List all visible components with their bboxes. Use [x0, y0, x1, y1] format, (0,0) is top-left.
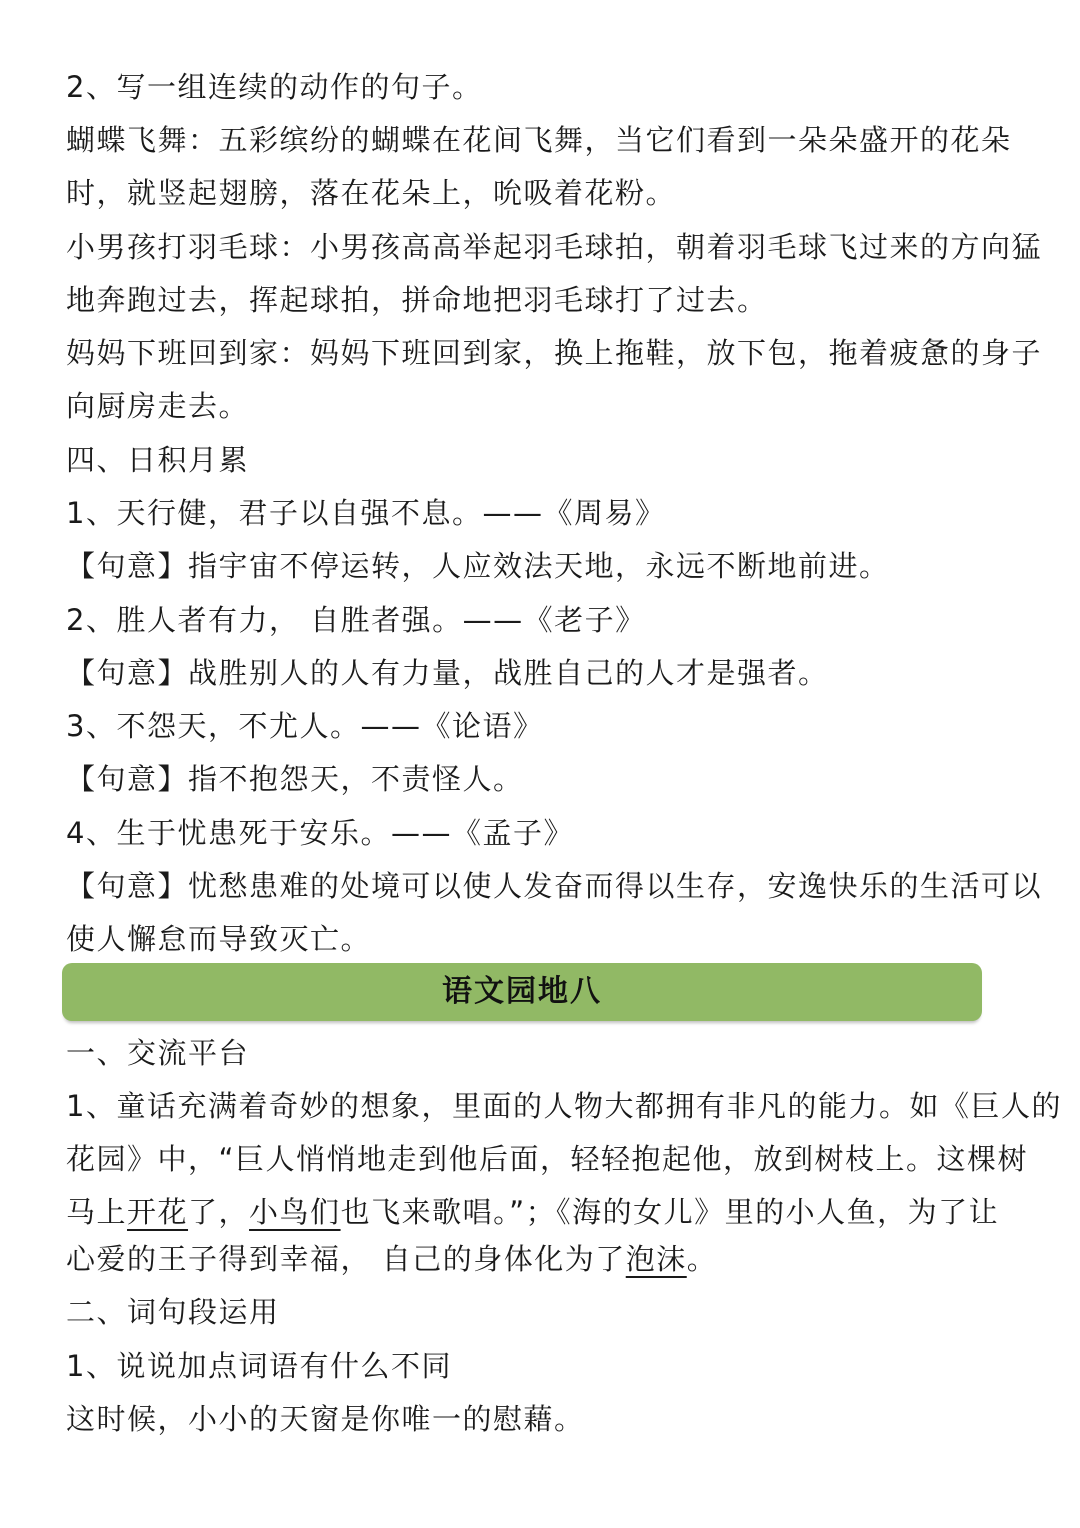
exercise-heading: 2、写一组连续的动作的句子。: [66, 70, 483, 104]
quote-meaning: 【句意】战胜别人的人有力量，战胜自己的人才是强者。: [66, 656, 829, 690]
paragraph-line: 小男孩打羽毛球：小男孩高高举起羽毛球拍，朝着羽毛球飞过来的方向猛: [66, 230, 1043, 264]
quote-item: 1、天行健，君子以自强不息。——《周易》: [66, 496, 666, 530]
quote-meaning: 使人懈怠而导致灭亡。: [66, 922, 372, 956]
paragraph-line: 时，就竖起翅膀，落在花朵上，吮吸着花粉。: [66, 176, 677, 210]
section-heading: 四、日积月累: [66, 443, 250, 477]
quote-meaning: 【句意】指宇宙不停运转，人应效法天地，永远不断地前进。: [66, 549, 890, 583]
underlined-word: 小鸟们: [249, 1195, 341, 1229]
quote-item: 2、胜人者有力， 自胜者强。——《老子》: [66, 603, 646, 637]
example-sentence: 这时候，小小的天窗是你唯一的慰藉。: [66, 1402, 585, 1436]
paragraph-line: [66, 1241, 717, 1277]
paragraph-line: [66, 1194, 999, 1230]
section-banner: [62, 963, 982, 1021]
paragraph-line: 花园》中，“巨人悄悄地走到他后面，轻轻抱起他，放到树枝上。这棵树: [66, 1142, 1029, 1176]
text-run: 。: [686, 1242, 718, 1276]
quote-meaning: 【句意】指不抱怨天，不责怪人。: [66, 762, 524, 796]
exercise-heading: 1、说说加点词语有什么不同: [66, 1349, 452, 1383]
text-run: 心爱的王子得到幸福， 自己的身体化为了: [66, 1242, 626, 1276]
section-heading: 二、词句段运用: [66, 1295, 280, 1329]
underlined-word: 开花: [127, 1195, 189, 1229]
banner-title: 语文园地八: [442, 974, 602, 1009]
paragraph-line: 蝴蝶飞舞：五彩缤纷的蝴蝶在花间飞舞，当它们看到一朵朵盛开的花朵: [66, 123, 1012, 157]
section-heading: 一、交流平台: [66, 1036, 250, 1070]
paragraph-line: 地奔跑过去，挥起球拍，拼命地把羽毛球打了过去。: [66, 283, 768, 317]
paragraph-line: 1、童话充满着奇妙的想象，里面的人物大都拥有非凡的能力。如《巨人的: [66, 1089, 1062, 1123]
quote-meaning: 【句意】忧愁患难的处境可以使人发奋而得以生存，安逸快乐的生活可以: [66, 869, 1043, 903]
text-run: 马上: [66, 1195, 128, 1229]
quote-item: 3、不怨天，不尤人。——《论语》: [66, 709, 544, 743]
text-run: 了，: [188, 1195, 250, 1229]
paragraph-line: 向厨房走去。: [66, 389, 250, 423]
underlined-word: 泡沫: [625, 1242, 687, 1276]
quote-item: 4、生于忧患死于安乐。——《孟子》: [66, 816, 574, 850]
text-run: 也飞来歌唱。”；《海的女儿》里的小人鱼，为了让: [340, 1195, 1000, 1229]
paragraph-line: 妈妈下班回到家：妈妈下班回到家，换上拖鞋，放下包，拖着疲惫的身子: [66, 336, 1043, 370]
